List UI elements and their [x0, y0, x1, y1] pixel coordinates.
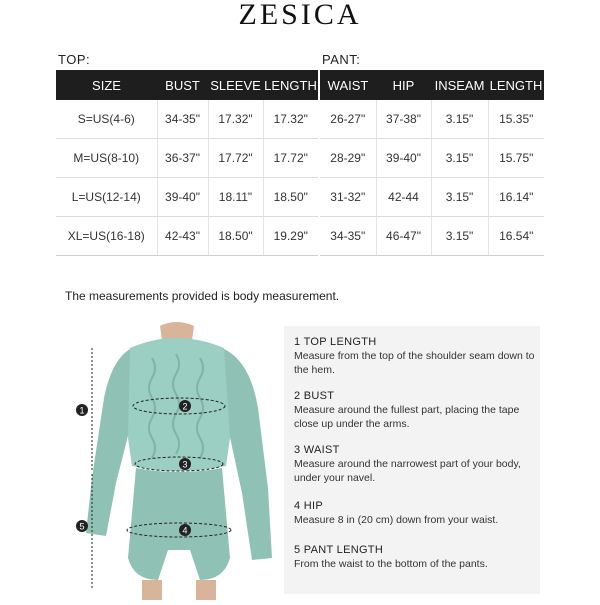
table-cell: 15.75" — [488, 139, 544, 178]
table-cell: 15.35" — [488, 100, 544, 139]
table-cell: 26-27" — [320, 100, 376, 139]
table-row — [320, 100, 544, 139]
svg-text:1: 1 — [79, 405, 85, 416]
table-row — [56, 100, 318, 139]
guide-title: 5 PANT LENGTH — [294, 544, 384, 556]
svg-text:4: 4 — [182, 525, 188, 536]
measurement-note: The measurements provided is body measurement. — [65, 289, 340, 303]
table-cell: 3.15" — [431, 217, 488, 256]
guide-title: 4 HIP — [294, 500, 324, 512]
table-row — [320, 139, 544, 178]
table-row — [56, 178, 318, 217]
table-cell: 34-35" — [157, 100, 208, 139]
marker-2 — [179, 400, 191, 412]
column-header: LENGTH — [488, 70, 544, 100]
table-cell: 3.15" — [431, 139, 488, 178]
guide-item-bust — [294, 390, 538, 431]
right-leg — [196, 580, 216, 600]
model-measurement-figure — [72, 318, 286, 600]
pant-size-table — [320, 70, 544, 256]
column-header: SIZE — [56, 70, 157, 100]
shorts — [128, 468, 230, 580]
table-cell: 42-44 — [376, 178, 431, 217]
table-cell: 3.15" — [431, 178, 488, 217]
guide-item-pant-length — [294, 544, 538, 571]
guide-description: Measure from the top of the shoulder seam down to the hem. — [294, 350, 535, 376]
table-cell: S=US(4-6) — [56, 100, 157, 139]
table-cell: 19.29" — [263, 217, 318, 256]
table-cell: 28-29" — [320, 139, 376, 178]
guide-description: Measure around the narrowest part of your body, under your navel. — [294, 458, 521, 484]
pant-section-label: PANT: — [322, 52, 361, 67]
column-header: INSEAM — [431, 70, 488, 100]
table-cell: 17.72" — [263, 139, 318, 178]
top-section-label: TOP: — [58, 52, 91, 67]
table-cell: 46-47" — [376, 217, 431, 256]
column-header: LENGTH — [263, 70, 318, 100]
svg-text:5: 5 — [79, 521, 85, 532]
marker-5 — [76, 520, 88, 532]
table-cell: 3.15" — [431, 100, 488, 139]
table-cell: 18.50" — [263, 178, 318, 217]
table-cell: 17.32" — [208, 100, 263, 139]
column-header: SLEEVE — [208, 70, 263, 100]
table-cell: XL=US(16-18) — [56, 217, 157, 256]
table-cell: 31-32" — [320, 178, 376, 217]
svg-text:3: 3 — [182, 459, 188, 470]
guide-item-waist — [294, 444, 538, 485]
table-cell: L=US(12-14) — [56, 178, 157, 217]
guide-item-top-length — [294, 336, 538, 377]
marker-3 — [179, 458, 191, 470]
sweater-illustration — [72, 318, 286, 600]
column-header: WAIST — [320, 70, 376, 100]
guide-description: Measure 8 in (20 cm) down from your waist. — [294, 514, 499, 526]
column-header: HIP — [376, 70, 431, 100]
table-cell: 17.32" — [263, 100, 318, 139]
brand-logo: ZESICA — [238, 0, 362, 31]
left-sleeve — [86, 348, 132, 536]
guide-description: From the waist to the bottom of the pants. — [294, 558, 488, 570]
left-leg — [142, 580, 162, 600]
svg-text:2: 2 — [182, 401, 188, 412]
marker-4 — [179, 524, 191, 536]
table-header-row — [56, 70, 318, 100]
table-cell: 17.72" — [208, 139, 263, 178]
guide-description: Measure around the fullest part, placing the tape close up under the arms. — [294, 404, 520, 430]
top-size-table — [56, 70, 318, 256]
table-cell: 39-40" — [157, 178, 208, 217]
guide-title: 2 BUST — [294, 390, 335, 402]
table-header-row — [320, 70, 544, 100]
table-cell: 16.54" — [488, 217, 544, 256]
table-row — [320, 178, 544, 217]
table-row — [320, 217, 544, 256]
table-cell: 18.50" — [208, 217, 263, 256]
table-cell: 34-35" — [320, 217, 376, 256]
guide-title: 3 WAIST — [294, 444, 340, 456]
measurement-guide-panel — [284, 326, 540, 594]
table-cell: 37-38" — [376, 100, 431, 139]
table-row — [56, 139, 318, 178]
guide-title: 1 TOP LENGTH — [294, 336, 377, 348]
marker-1 — [76, 404, 88, 416]
table-row — [56, 217, 318, 256]
table-cell: M=US(8-10) — [56, 139, 157, 178]
column-header: BUST — [157, 70, 208, 100]
table-cell: 39-40" — [376, 139, 431, 178]
table-cell: 18.11" — [208, 178, 263, 217]
table-cell: 36-37" — [157, 139, 208, 178]
guide-item-hip — [294, 500, 538, 527]
table-cell: 42-43" — [157, 217, 208, 256]
table-cell: 16.14" — [488, 178, 544, 217]
